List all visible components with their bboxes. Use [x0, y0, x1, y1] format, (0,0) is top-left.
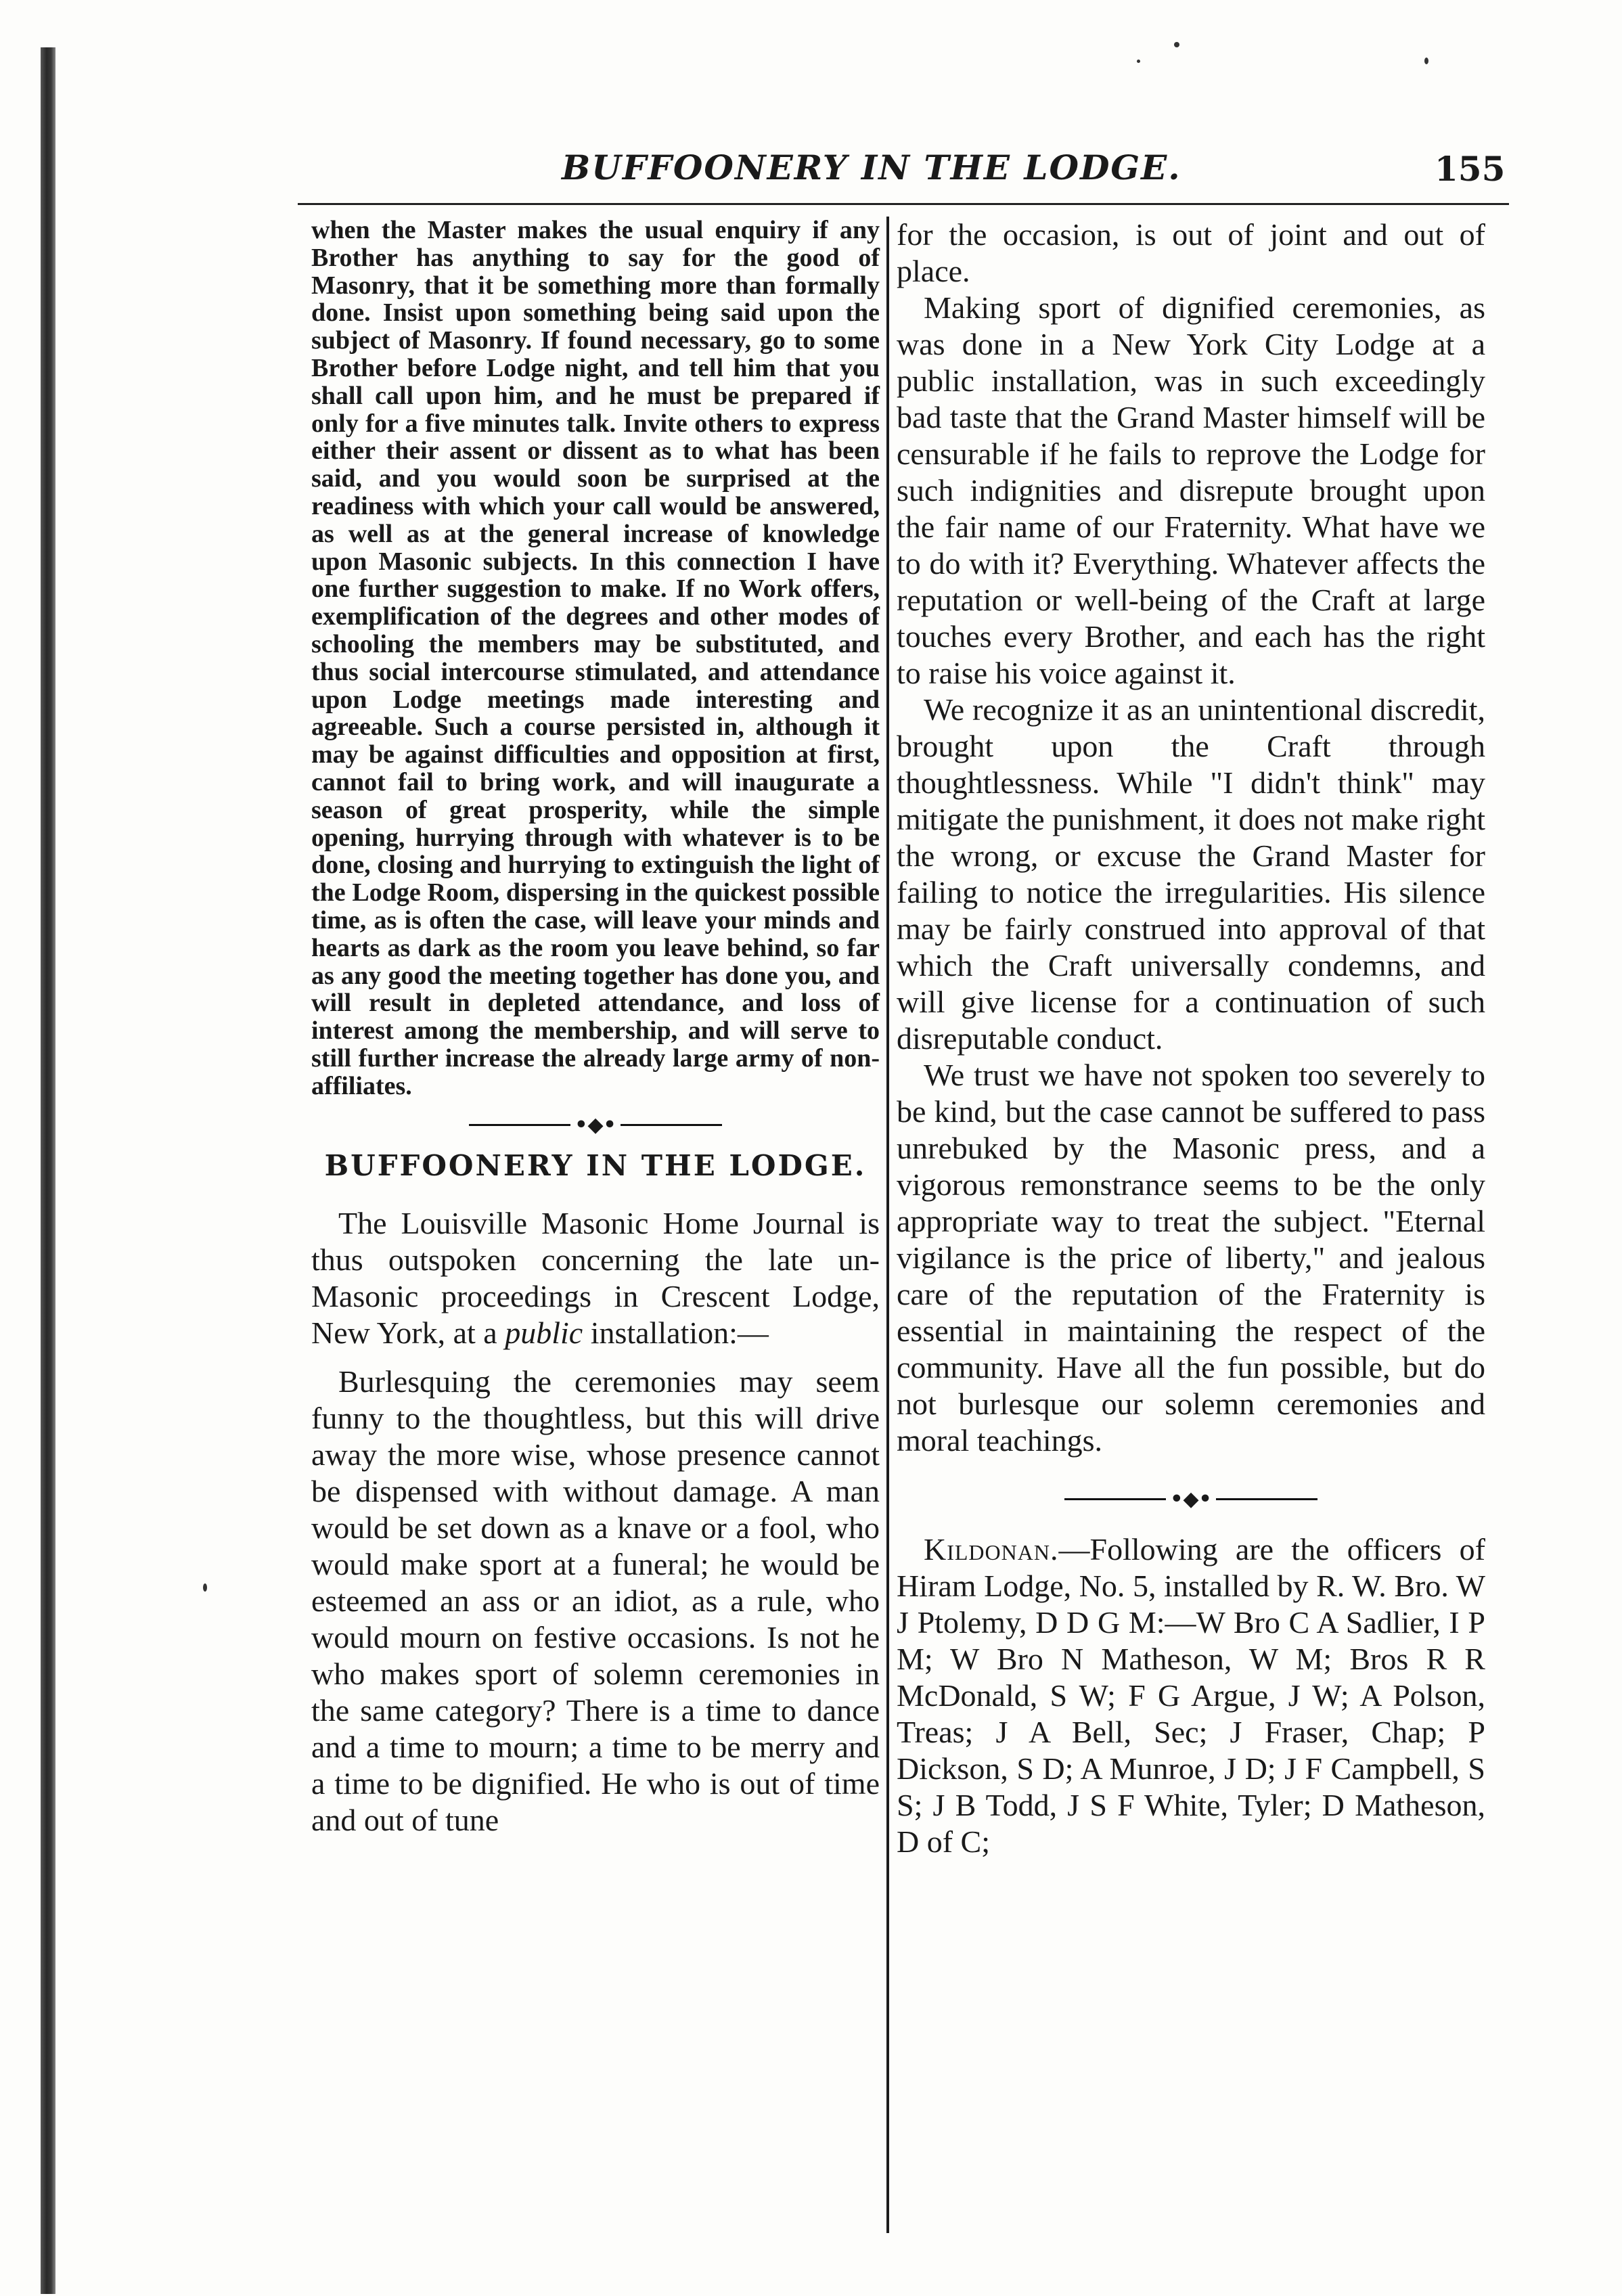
notice-text: —Following are the officers of Hiram Lodge, No. 5, installed by R. W. Bro. W J Ptolemy, D D G M:—W Bro C A Sadlier, I P M; W Bro N Matheson, W M; Bros R R McDonald, S W; F G Argue, J W; A Polson, Treas; J A Bell, Sec; J Fraser, Chap; P Dickson, S D; A Munroe, J D; J F Campbell, S S; J B Todd, J S F White, Tyler; D Matheson, D of C; [897, 1531, 1485, 1859]
quote-continuation: for the occasion, is out of joint and out of place. [897, 217, 1485, 288]
notice-divider-ornament: •◆• [897, 1486, 1485, 1511]
quote-paragraph-4: We trust we have not spoken too severely to be kind, but the case cannot be suffered to pass unrebuked by the Masonic press, and a vigorous remonstrance seems to be the only appropriate way to treat the subject. "Eternal vigilance is the price of liberty," and jealous care of the reputation of the Fraternity is essential in maintaining the respect of the community. Have all the fun possible, but do not burlesque our solemn ceremonies and moral teachings. [897, 1058, 1485, 1458]
intro-paragraph [311, 1205, 880, 1351]
quote-paragraph-2: Making sport of dignified ceremonies, as was done in a New York City Lodge at a public installation, was in such exceedingly bad taste that the Grand Master himself will be censurable if he fails to reprove the Lodge for such indignities and disrepute brought upon the fair name of our Fraternity. What have we to do with it? Everything. Whatever affects the reputation or well-being of the Craft at large touches every Brother, and each has the right to raise his voice against it. [897, 290, 1485, 690]
column-divider [886, 217, 889, 2233]
intro-italic-word: public [505, 1315, 583, 1350]
intro-text-after: installation:— [583, 1315, 769, 1350]
section-title: BUFFOONERY IN THE LODGE. [324, 1149, 867, 1182]
page-binding-shadow [41, 47, 55, 2294]
quote-paragraph-3: We recognize it as an unintentional discredit, brought upon the Craft through thoughtlessness. While "I didn't think" may mitigate the punishment, it does not make right the wrong, or excuse the Grand Master for failing to notice the irregularities. His silence may be fairly construed into approval of that which the Craft universally condemns, and will give license for a continuation of such disreputable conduct. [897, 692, 1485, 1056]
continued-paragraph: when the Master makes the usual enquiry if any Brother has anything to say for the good of Masonry, that it be something more than formally done. Insist upon something being said upon the subject of Masonry. If found necessary, go to some Brother before Lodge night, and tell him that you shall call upon him, and he must be prepared if only for a five minutes talk. Invite others to express either their assent or dissent as to what has been said, and you would soon be surprised at the readiness with which your call would be answered, as well as at the general increase of knowledge upon Masonic subjects. In this connection I have one further suggestion to make. If no Work offers, exemplification of the degrees and other modes of schooling the members may be substituted, and thus social intercourse stimulated, and attendance upon Lodge meetings made interesting and agreeable. Such a course persisted in, although it may be against difficulties and opposition at first, cannot fail to bring work, and will inaugurate a season of great prosperity, while the simple opening, hurrying through with whatever is to be done, closing and hurrying to extinguish the light of the Lodge Room, dispersing in the quickest possible time, as is often the case, will leave your minds and hearts as dark as the room you leave behind, so far as any good the meeting together has done you, and will result in depleted attendance, and loss of interest among the membership, and will serve to still further increase the already large army of non-affiliates. [311, 216, 880, 1100]
kildonan-notice [897, 1531, 1485, 1860]
intro-text-before: The Louisville Masonic Home Journal is thus outspoken concerning the late un-Masonic proceedings in Crescent Lodge, New York, at a [311, 1206, 880, 1350]
quote-paragraph: Burlesquing the ceremonies may seem funny to the thoughtless, but this will drive away the more wise, whose presence cannot be dispensed with without damage. A man would be set down as a knave or a fool, who would make sport at a funeral; he would be esteemed an ass or an idiot, as a rule, who would mourn on festive occasions. Is not he who makes sport of solemn ceremonies in the same category? There is a time to dance and a time to mourn; a time to be merry and a time to be dignified. He who is out of time and out of tune [311, 1364, 880, 1837]
left-column [311, 217, 880, 1839]
header-rule [298, 203, 1509, 205]
notice-place-name: Kildonan. [924, 1531, 1059, 1567]
running-title: BUFFOONERY IN THE LODGE. [562, 148, 1181, 187]
page-number: 155 [1435, 149, 1506, 189]
section-divider-ornament: •◆• [311, 1112, 880, 1138]
right-column [897, 217, 1485, 1860]
